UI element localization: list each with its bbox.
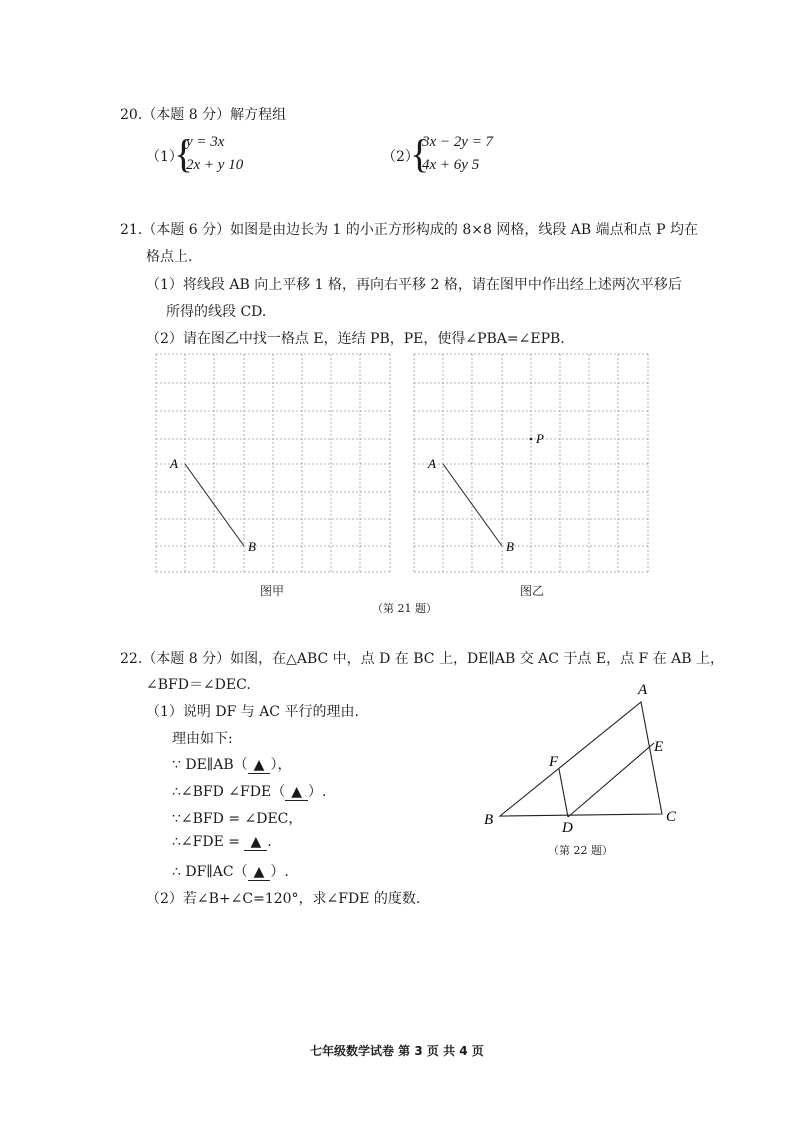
q22-proof-line-1 bbox=[172, 754, 291, 774]
q22-part2: （2）若∠B+∠C=120°，求∠FDE 的度数. bbox=[146, 891, 421, 907]
grid-yi-caption: 图乙 bbox=[520, 584, 545, 598]
q22-heading-cont: ∠BFD＝∠DEC. bbox=[146, 677, 251, 693]
q20-p2-eq1: 3x − 2y = 7 bbox=[422, 134, 494, 150]
proof-text: ）， bbox=[270, 757, 292, 773]
answer-blank[interactable]: ▲ bbox=[248, 757, 271, 774]
q21-part2: （2）请在图乙中找一格点 E，连结 PB，PE，使得∠PBA=∠EPB. bbox=[146, 331, 565, 347]
q21-part1: （1）将线段 AB 向上平移 1 格，再向右平移 2 格，请在图甲中作出经上述两次平移后 bbox=[146, 277, 682, 293]
answer-blank[interactable]: ▲ bbox=[285, 784, 308, 801]
q21-part1-cont: 所得的线段 CD. bbox=[166, 304, 267, 320]
triangle-figure bbox=[476, 676, 686, 836]
proof-text: ）. bbox=[307, 784, 327, 800]
grid-jia-figure bbox=[150, 352, 396, 578]
q22-heading: 22.（本题 8 分）如图，在△ABC 中，点 D 在 BC 上，DE∥AB 交 AC 于点 E，点 F 在 AB 上， bbox=[120, 651, 725, 667]
q20-p1-eq1: y = 3x bbox=[186, 134, 225, 150]
label-a: A bbox=[428, 456, 436, 471]
label-e: E bbox=[654, 739, 664, 755]
label-b: B bbox=[506, 539, 514, 554]
proof-text: ∵ DE∥AB（ bbox=[172, 757, 248, 773]
label-c: C bbox=[666, 809, 677, 825]
proof-text: ）. bbox=[270, 864, 289, 880]
q22-proof-line-4 bbox=[172, 834, 272, 851]
left-brace-icon: { bbox=[410, 131, 430, 176]
q20-part2-number: （2） bbox=[382, 149, 419, 165]
label-b: B bbox=[248, 539, 256, 554]
q22-proof-line-2 bbox=[172, 781, 326, 801]
q20-p2-eq2: 4x + 6y 5 bbox=[422, 157, 480, 173]
q22-figure-caption: （第 22 题） bbox=[548, 844, 613, 857]
proof-text: ∴ DF∥AC（ bbox=[172, 864, 248, 880]
q21-figure-caption: （第 21 题） bbox=[372, 602, 437, 615]
q22-part1: （1）说明 DF 与 AC 平行的理由. bbox=[146, 704, 359, 720]
answer-blank[interactable]: ▲ bbox=[248, 864, 271, 881]
label-f: F bbox=[549, 754, 559, 770]
segment-df bbox=[559, 769, 568, 817]
triangle-abc bbox=[500, 702, 662, 816]
label-d: D bbox=[562, 820, 573, 836]
q20-heading: 20.（本题 8 分）解方程组 bbox=[120, 107, 287, 123]
q20-p1-eq2: 2x + y 10 bbox=[186, 157, 244, 173]
q22-proof-line-5 bbox=[172, 861, 289, 881]
segment-ab bbox=[185, 464, 244, 546]
label-b: B bbox=[484, 812, 494, 828]
grid-yi-figure bbox=[408, 352, 654, 578]
label-a: A bbox=[638, 682, 648, 698]
proof-text: ∴∠BFD ∠FDE（ bbox=[172, 784, 286, 800]
q22-reason-intro: 理由如下: bbox=[172, 731, 233, 747]
label-p: P bbox=[536, 431, 544, 446]
left-brace-icon: { bbox=[174, 131, 194, 176]
grid-jia-caption: 图甲 bbox=[260, 584, 285, 598]
answer-blank[interactable]: ▲ bbox=[244, 834, 267, 851]
q21-heading-cont: 格点上. bbox=[146, 249, 193, 265]
segment-de bbox=[568, 743, 654, 817]
segment-ab bbox=[443, 464, 502, 546]
point-p bbox=[530, 438, 533, 441]
q20-part1-number: （1） bbox=[146, 149, 183, 165]
q21-heading: 21.（本题 6 分）如图是由边长为 1 的小正方形构成的 8×8 网格，线段 AB 端点和点 P 均在 bbox=[120, 222, 698, 238]
page-footer: 七年级数学试卷 第 3 页 共 4 页 bbox=[310, 1044, 484, 1058]
label-a: A bbox=[170, 456, 178, 471]
proof-text: . bbox=[267, 834, 272, 850]
proof-text: ∴∠FDE = bbox=[172, 834, 245, 850]
q22-proof-line-3: ∵∠BFD = ∠DEC， bbox=[172, 811, 303, 827]
